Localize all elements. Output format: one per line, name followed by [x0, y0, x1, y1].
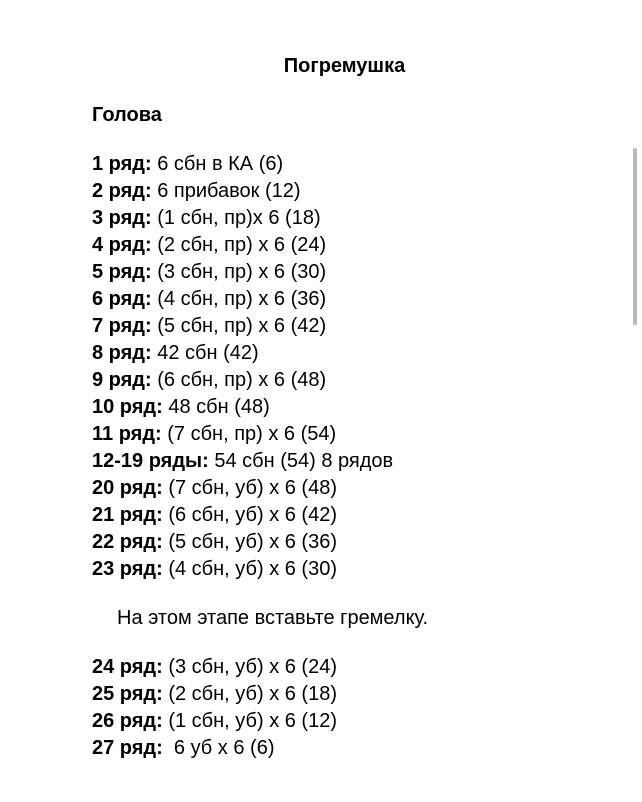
row-text: (1 сбн, пр)х 6 (18) [151, 207, 321, 229]
row-label: 27 ряд: [92, 737, 163, 759]
row-text: (7 сбн, пр) х 6 (54) [161, 423, 337, 445]
row-label: 2 ряд: [92, 180, 152, 202]
instruction-note: На этом этапе вставьте гремелку. [117, 607, 429, 629]
row-label: 5 ряд: [92, 261, 152, 283]
row-text: 6 прибавок (12) [151, 180, 301, 202]
row-10 [92, 394, 393, 421]
row-text: 42 сбн (42) [151, 342, 259, 364]
row-text: (2 сбн, уб) х 6 (18) [162, 683, 337, 705]
row-text: (6 сбн, пр) х 6 (48) [151, 369, 327, 391]
vertical-scrollbar[interactable] [633, 148, 637, 325]
row-1 [92, 151, 393, 178]
row-label: 20 ряд: [92, 477, 163, 499]
section-heading: Голова [92, 104, 162, 126]
row-text: (4 сбн, уб) х 6 (30) [162, 558, 337, 580]
row-text: (6 сбн, уб) х 6 (42) [162, 504, 337, 526]
row-text: (5 сбн, уб) х 6 (36) [162, 531, 337, 553]
row-6 [92, 286, 393, 313]
row-3 [92, 205, 393, 232]
row-label: 22 ряд: [92, 531, 163, 553]
row-text: 54 сбн (54) 8 рядов [208, 450, 394, 472]
row-text: (3 сбн, уб) х 6 (24) [162, 656, 337, 678]
row-label: 7 ряд: [92, 315, 152, 337]
row-5 [92, 259, 393, 286]
row-20 [92, 475, 393, 502]
row-9 [92, 367, 393, 394]
row-4 [92, 232, 393, 259]
row-24 [92, 654, 337, 681]
row-label: 1 ряд: [92, 153, 152, 175]
row-text: (1 сбн, уб) х 6 (12) [162, 710, 337, 732]
row-label: 4 ряд: [92, 234, 152, 256]
row-27 [92, 735, 337, 762]
row-12-19 [92, 448, 393, 475]
row-text: (2 сбн, пр) х 6 (24) [151, 234, 327, 256]
row-list-after [92, 654, 337, 762]
row-8 [92, 340, 393, 367]
row-text: (7 сбн, уб) х 6 (48) [162, 477, 337, 499]
row-22 [92, 529, 393, 556]
row-label: 26 ряд: [92, 710, 163, 732]
document-title: Погремушка [283, 55, 406, 77]
row-text: 6 уб х 6 (6) [162, 737, 275, 759]
row-label: 10 ряд: [92, 396, 163, 418]
row-23 [92, 556, 393, 583]
row-text: (5 сбн, пр) х 6 (42) [151, 315, 327, 337]
row-list [92, 151, 393, 583]
row-2 [92, 178, 393, 205]
row-label: 9 ряд: [92, 369, 152, 391]
row-label: 8 ряд: [92, 342, 152, 364]
row-text: (3 сбн, пр) х 6 (30) [151, 261, 327, 283]
row-25 [92, 681, 337, 708]
row-label: 24 ряд: [92, 656, 163, 678]
row-11 [92, 421, 393, 448]
row-21 [92, 502, 393, 529]
row-label: 25 ряд: [92, 683, 163, 705]
row-text: 6 сбн в КА (6) [151, 153, 284, 175]
row-label: 6 ряд: [92, 288, 152, 310]
row-text: 48 сбн (48) [162, 396, 270, 418]
row-text: (4 сбн, пр) х 6 (36) [151, 288, 327, 310]
row-label: 3 ряд: [92, 207, 152, 229]
row-label: 21 ряд: [92, 504, 163, 526]
row-label: 23 ряд: [92, 558, 163, 580]
row-label: 11 ряд: [92, 423, 162, 445]
row-label: 12-19 ряды: [92, 450, 209, 472]
row-26 [92, 708, 337, 735]
row-7 [92, 313, 393, 340]
